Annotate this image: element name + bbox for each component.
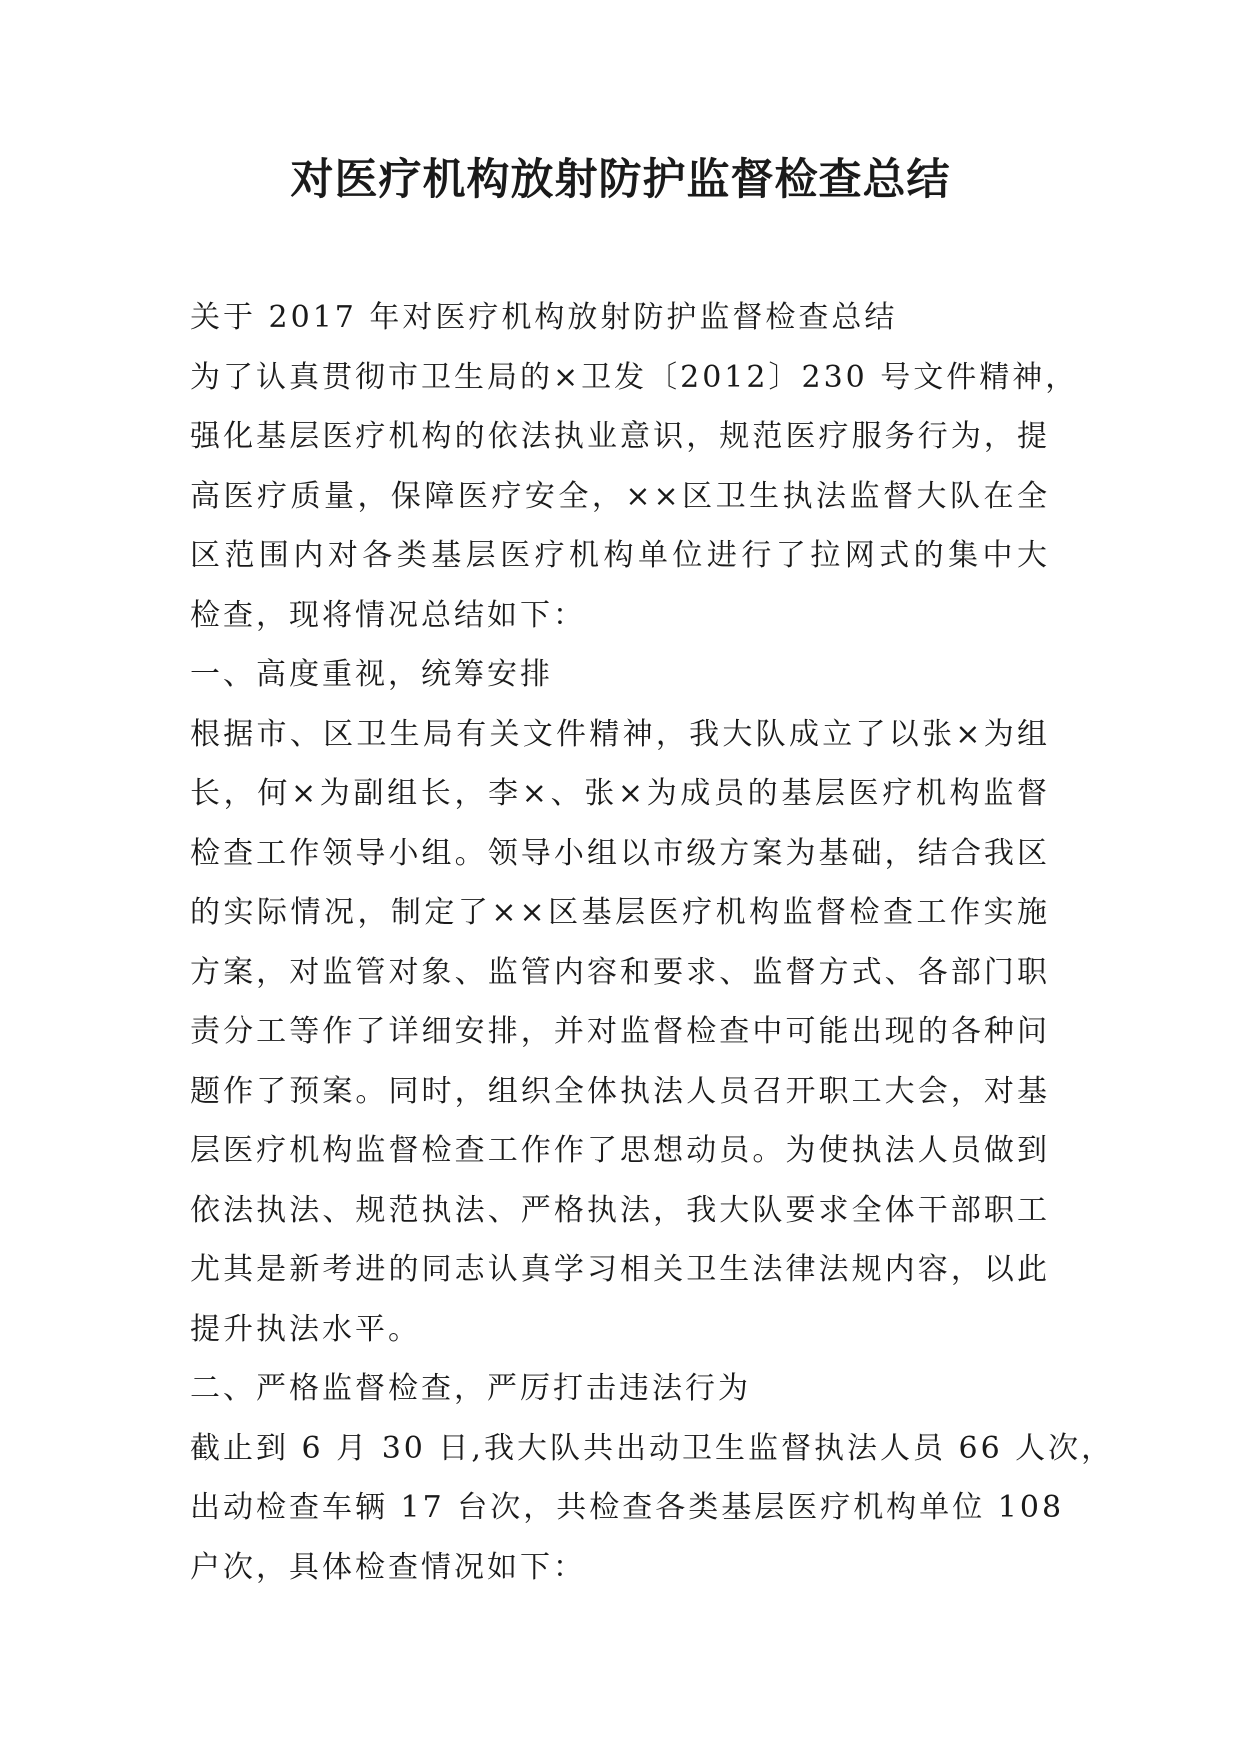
paragraph-line: 检查工作领导小组。领导小组以市级方案为基础，结合我区	[190, 835, 1050, 871]
subtitle-line: 关于 2017 年对医疗机构放射防护监督检查总结	[190, 300, 898, 335]
document-body	[190, 288, 1115, 1597]
paragraph-line: 强化基层医疗机构的依法执业意识，规范医疗服务行为，提	[190, 419, 1050, 454]
paragraph-line: 层医疗机构监督检查工作作了思想动员。为使执法人员做到	[190, 1133, 1050, 1168]
paragraph-line: 责分工等作了详细安排，并对监督检查中可能出现的各种问	[190, 1014, 1050, 1049]
paragraph-line: 尤其是新考进的同志认真学习相关卫生法律法规内容，以此	[190, 1252, 1050, 1287]
paragraph-line: 户次，具体检查情况如下：	[190, 1549, 586, 1585]
paragraph-line: 检查，现将情况总结如下：	[190, 597, 586, 633]
paragraph-line: 高医疗质量，保障医疗安全，××区卫生执法监督大队在全	[190, 478, 1050, 514]
paragraph-line: 的实际情况，制定了××区基层医疗机构监督检查工作实施	[190, 895, 1050, 930]
document-title: 对医疗机构放射防护监督检查总结	[290, 155, 951, 205]
paragraph-line: 方案，对监管对象、监管内容和要求、监督方式、各部门职	[190, 954, 1050, 990]
paragraph-line: 根据市、区卫生局有关文件精神，我大队成立了以张×为组	[190, 716, 1050, 752]
paragraph-line: 提升执法水平。	[190, 1311, 421, 1347]
paragraph-line: 题作了预案。同时，组织全体执法人员召开职工大会，对基	[190, 1073, 1050, 1109]
paragraph-line: 出动检查车辆 17 台次，共检查各类基层医疗机构单位 108	[190, 1490, 1065, 1525]
paragraph-line: 依法执法、规范执法、严格执法，我大队要求全体干部职工	[190, 1192, 1050, 1228]
paragraph-line: 长，何×为副组长，李×、张×为成员的基层医疗机构监督	[190, 776, 1050, 811]
section-heading: 一、高度重视，统筹安排	[190, 657, 553, 692]
section-heading: 二、严格监督检查，严厉打击违法行为	[190, 1371, 751, 1406]
paragraph-line: 区范围内对各类基层医疗机构单位进行了拉网式的集中大	[190, 538, 1050, 573]
paragraph-line: 为了认真贯彻市卫生局的×卫发〔2012〕230 号文件精神，	[190, 359, 1079, 395]
paragraph-line: 截止到 6 月 30 日,我大队共出动卫生监督执法人员 66 人次，	[190, 1430, 1115, 1466]
